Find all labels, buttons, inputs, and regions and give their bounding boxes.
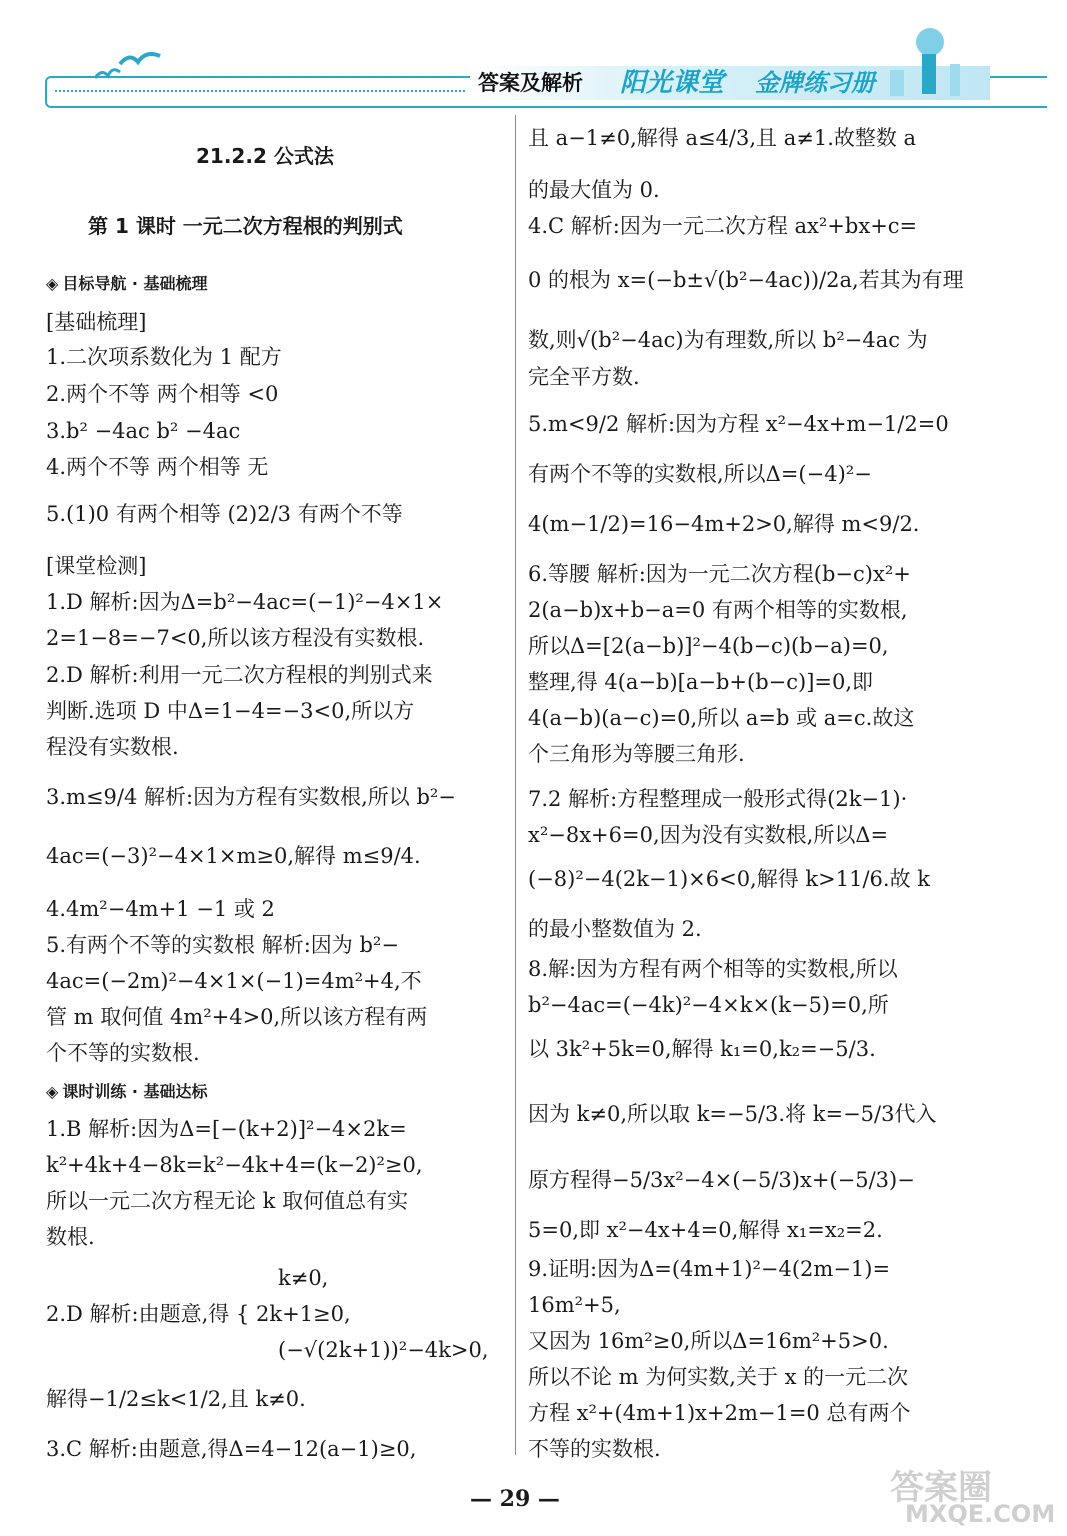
header-book-title: 金牌练习册 xyxy=(755,68,875,97)
header-dotted-line xyxy=(55,90,465,92)
answer-line: 8.解:因为方程有两个相等的实数根,所以 xyxy=(528,957,898,981)
lesson-title: 第 1 课时 一元二次方程根的判别式 xyxy=(88,214,403,238)
answer-line: (−√(2k+1))²−4k>0, xyxy=(278,1338,489,1362)
answer-line: 完全平方数. xyxy=(528,365,640,389)
answer-line: 以 3k²+5k=0,解得 k₁=0,k₂=−5/3. xyxy=(528,1037,876,1061)
part-heading: [课堂检测] xyxy=(46,554,147,578)
answer-line: 6.等腰 解析:因为一元二次方程(b−c)x²+ xyxy=(528,562,911,586)
answer-line: 5.有两个不等的实数根 解析:因为 b²− xyxy=(46,933,399,957)
answer-line: 1.D 解析:因为Δ=b²−4ac=(−1)²−4×1× xyxy=(46,590,444,614)
lighthouse-icon xyxy=(870,20,990,100)
answer-line: (−8)²−4(2k−1)×6<0,解得 k>11/6.故 k xyxy=(528,867,930,891)
answer-line: x²−8x+6=0,因为没有实数根,所以Δ= xyxy=(528,823,889,847)
answer-line: 4(a−b)(a−c)=0,所以 a=b 或 a=c.故这 xyxy=(528,706,915,730)
answer-line: 所以一元二次方程无论 k 取何值总有实 xyxy=(46,1189,409,1213)
answer-line: 的最大值为 0. xyxy=(528,178,660,202)
answer-line: 且 a−1≠0,解得 a≤4/3,且 a≠1.故整数 a xyxy=(528,126,917,150)
answer-line: 解得−1/2≤k<1/2,且 k≠0. xyxy=(46,1387,306,1411)
answer-line: 4.两个不等 两个相等 无 xyxy=(46,455,269,479)
answer-line: 个三角形为等腰三角形. xyxy=(528,742,745,766)
answer-line: 有两个不等的实数根,所以Δ=(−4)²− xyxy=(528,462,872,486)
answer-line: 2=1−8=−7<0,所以该方程没有实数根. xyxy=(46,626,425,650)
answer-line: 5.m<9/2 解析:因为方程 x²−4x+m−1/2=0 xyxy=(528,412,949,436)
answer-line: 所以Δ=[2(a−b)]²−4(b−c)(b−a)=0, xyxy=(528,634,889,658)
answer-line: 4ac=(−2m)²−4×1×(−1)=4m²+4,不 xyxy=(46,969,422,993)
answer-line: 又因为 16m²≥0,所以Δ=16m²+5>0. xyxy=(528,1329,889,1353)
answer-line: 因为 k≠0,所以取 k=−5/3.将 k=−5/3代入 xyxy=(528,1102,937,1126)
page-header xyxy=(0,0,1067,120)
column-divider xyxy=(515,115,516,1455)
answer-line: 原方程得−5/3x²−4×(−5/3)x+(−5/3)− xyxy=(528,1168,915,1192)
watermark-url: MXQE.COM xyxy=(905,1500,1056,1528)
answer-line: 3.b² −4ac b² −4ac xyxy=(46,419,241,443)
answer-line: 数,则√(b²−4ac)为有理数,所以 b²−4ac 为 xyxy=(528,328,928,352)
answer-line: k≠0, xyxy=(278,1266,329,1290)
answer-line: 4.4m²−4m+1 −1 或 2 xyxy=(46,897,275,921)
answer-line: 1.B 解析:因为Δ=[−(k+2)]²−4×2k= xyxy=(46,1117,407,1141)
answer-line: 2(a−b)x+b−a=0 有两个相等的实数根, xyxy=(528,598,908,622)
birds-icon xyxy=(90,48,170,88)
answer-line: 的最小整数值为 2. xyxy=(528,917,702,941)
answer-line: 5.(1)0 有两个相等 (2)2/3 有两个不等 xyxy=(46,502,403,526)
answer-line: 2.D 解析:由题意,得 { 2k+1≥0, xyxy=(46,1302,351,1326)
answer-line: 16m²+5, xyxy=(528,1293,621,1317)
answer-line: 4(m−1/2)=16−4m+2>0,解得 m<9/2. xyxy=(528,512,920,536)
subsection-heading: ◈ 课时训练 · 基础达标 xyxy=(46,1078,208,1106)
answer-line: 判断.选项 D 中Δ=1−4=−3<0,所以方 xyxy=(46,699,415,723)
header-brand: 阳光课堂 xyxy=(620,68,725,98)
answer-line: b²−4ac=(−4k)²−4×k×(k−5)=0,所 xyxy=(528,993,889,1017)
answer-line: 3.m≤9/4 解析:因为方程有实数根,所以 b²− xyxy=(46,785,456,809)
header-label: 答案及解析 xyxy=(478,71,583,95)
page-number: — 29 — xyxy=(470,1486,560,1512)
watermark-logo: 答案圈 xyxy=(890,1468,992,1508)
answer-line: 1.二次项系数化为 1 配方 xyxy=(46,345,282,369)
section-title: 21.2.2 公式法 xyxy=(196,144,334,168)
answer-line: 所以不论 m 为何实数,关于 x 的一元二次 xyxy=(528,1365,909,1389)
answer-line: 程没有实数根. xyxy=(46,735,179,759)
answer-line: 个不等的实数根. xyxy=(46,1041,200,1065)
answer-line: 管 m 取何值 4m²+4>0,所以该方程有两 xyxy=(46,1005,428,1029)
answer-line: k²+4k+4−8k=k²−4k+4=(k−2)²≥0, xyxy=(46,1153,423,1177)
answer-line: 0 的根为 x=(−b±√(b²−4ac))/2a,若其为有理 xyxy=(528,268,964,292)
answer-line: 方程 x²+(4m+1)x+2m−1=0 总有两个 xyxy=(528,1401,911,1425)
answer-line: 数根. xyxy=(46,1225,95,1249)
answer-line: 不等的实数根. xyxy=(528,1437,661,1461)
part-heading: [基础梳理] xyxy=(46,310,147,334)
answer-line: 2.D 解析:利用一元二次方程根的判别式来 xyxy=(46,663,433,687)
answer-line: 9.证明:因为Δ=(4m+1)²−4(2m−1)= xyxy=(528,1257,891,1281)
answer-line: 2.两个不等 两个相等 <0 xyxy=(46,382,279,406)
answer-line: 5=0,即 x²−4x+4=0,解得 x₁=x₂=2. xyxy=(528,1218,883,1242)
answer-line: 7.2 解析:方程整理成一般形式得(2k−1)· xyxy=(528,787,908,811)
subsection-heading: ◈ 目标导航 · 基础梳理 xyxy=(46,270,208,298)
answer-line: 整理,得 4(a−b)[a−b+(b−c)]=0,即 xyxy=(528,670,874,694)
answer-line: 3.C 解析:由题意,得Δ=4−12(a−1)≥0, xyxy=(46,1437,417,1461)
answer-line: 4.C 解析:因为一元二次方程 ax²+bx+c= xyxy=(528,214,918,238)
answer-line: 4ac=(−3)²−4×1×m≥0,解得 m≤9/4. xyxy=(46,844,421,868)
